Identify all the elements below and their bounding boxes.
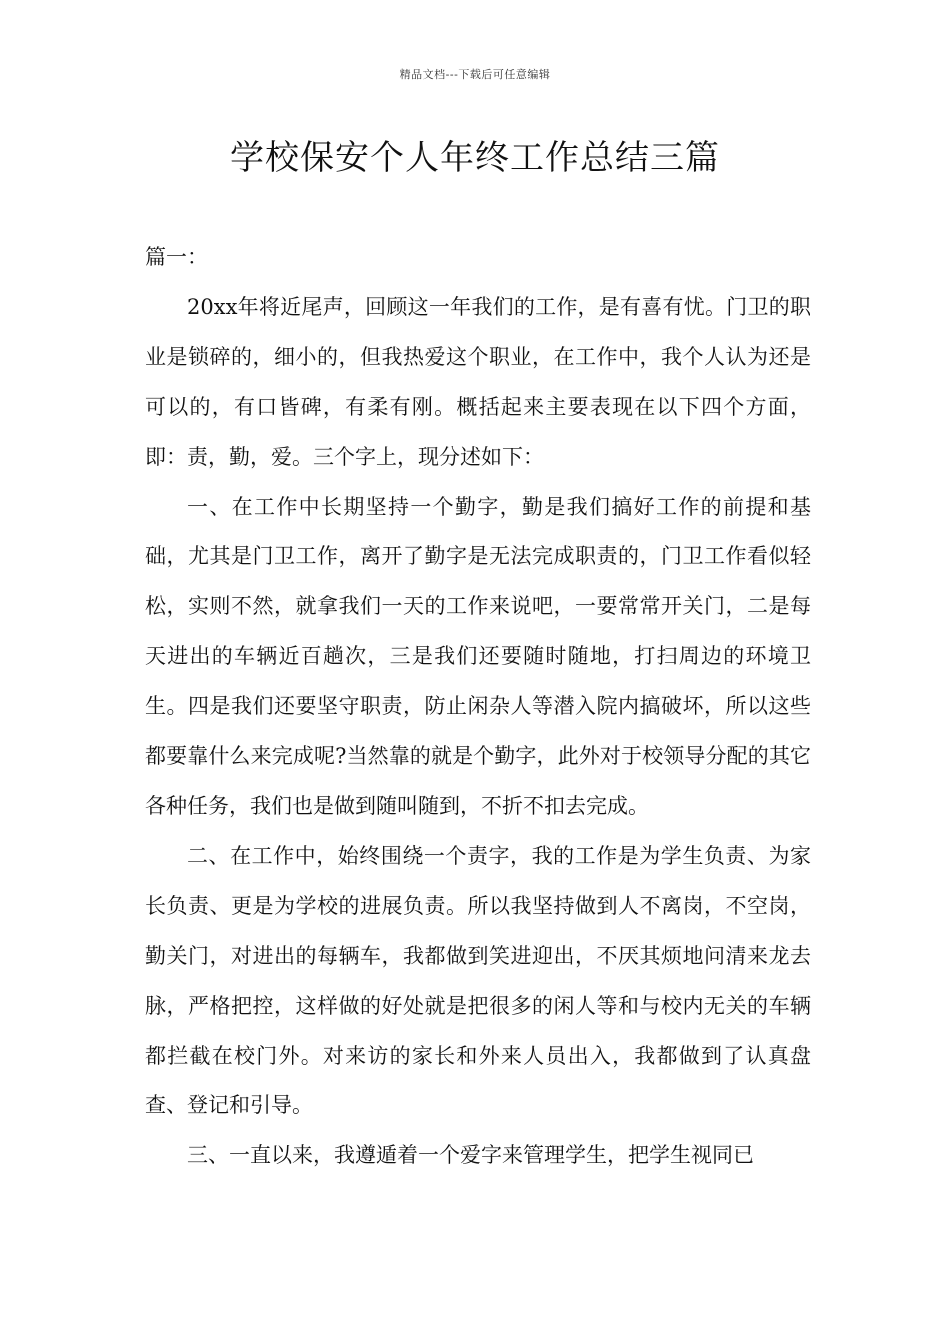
paragraph-love: 三、一直以来，我遵遁着一个爱字来管理学生，把学生视同已 (187, 1143, 754, 1168)
header-note: 精品文档---下载后可任意编辑 (399, 68, 551, 81)
section-label: 篇一： (145, 245, 208, 269)
document-title: 学校保安个人年终工作总结三篇 (230, 138, 720, 178)
document-body (145, 233, 811, 1181)
paragraph-intro: 20xx年将近尾声，回顾这一年我们的工作，是有喜有忧。门卫的职业是锁碎的，细小的，但我热爱这个职业，在工作中，我个人认为还是可以的，有口皆碑，有柔有刚。概括起来主要表现在以下四个方面，即：责，勤，爱。三个字上，现分述如下： (145, 294, 811, 469)
paragraph-diligence: 一、在工作中长期坚持一个勤字，勤是我们搞好工作的前提和基础，尤其是门卫工作，离开了勤字是无法完成职责的，门卫工作看似轻松，实则不然，就拿我们一天的工作来说吧，一要常常开关门，二是每天进出的车辆近百趟次，三是我们还要随时随地，打扫周边的环境卫生。四是我们还要坚守职责，防止闲杂人等潜入院内搞破坏，所以这些都要靠什么来完成呢?当然靠的就是个勤字，此外对于校领导分配的其它各种任务，我们也是做到随叫随到，不折不扣去完成。 (145, 494, 811, 818)
paragraph-responsibility: 二、在工作中，始终围绕一个责字，我的工作是为学生负责、为家长负责、更是为学校的进展负责。所以我坚持做到人不离岗，不空岗，勤关门，对进出的每辆车，我都做到笑进迎出，不厌其烦地问清来龙去脉，严格把控，这样做的好处就是把很多的闲人等和与校内无关的车辆都拦截在校门外。对来访的家长和外来人员出入，我都做到了认真盘查、登记和引导。 (145, 843, 811, 1118)
